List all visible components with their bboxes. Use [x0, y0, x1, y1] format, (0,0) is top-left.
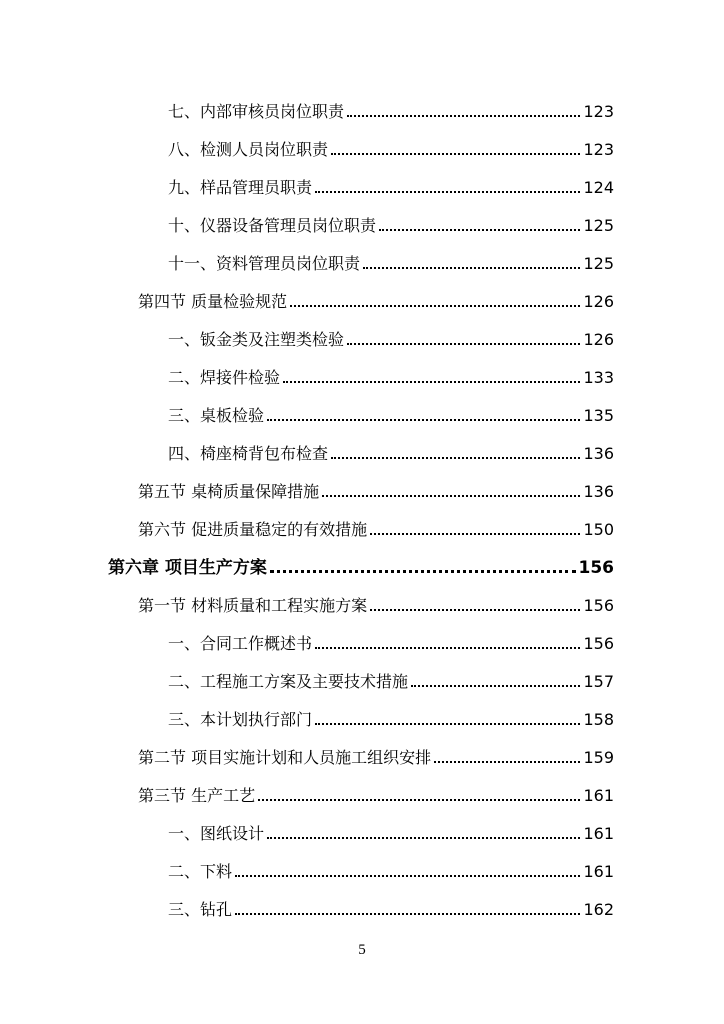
toc-entry-title: 第六节 促进质量稳定的有效措施 — [138, 520, 368, 539]
dot-leader — [315, 647, 580, 649]
toc-entry[interactable] — [168, 130, 614, 160]
toc-entry[interactable] — [168, 852, 614, 882]
toc-entry[interactable] — [168, 92, 614, 122]
dot-leader — [347, 343, 580, 345]
toc-entry-title: 第一节 材料质量和工程实施方案 — [138, 596, 368, 615]
dot-leader — [315, 191, 580, 193]
toc-entry-page-number: 123 — [583, 102, 614, 121]
toc-entry-title: 八、检测人员岗位职责 — [168, 140, 329, 159]
toc-entry[interactable] — [138, 282, 614, 312]
toc-entry-page-number: 156 — [583, 634, 614, 653]
toc-entry-page-number: 123 — [583, 140, 614, 159]
toc-entry-page-number: 125 — [583, 254, 614, 273]
dot-leader — [267, 837, 580, 839]
toc-entry-title: 第三节 生产工艺 — [138, 786, 256, 805]
toc-entry[interactable] — [168, 700, 614, 730]
dot-leader — [270, 570, 576, 573]
toc-entry-title: 第四节 质量检验规范 — [138, 292, 288, 311]
toc-entry[interactable] — [138, 586, 614, 616]
toc-entry-title: 第二节 项目实施计划和人员施工组织安排 — [138, 748, 432, 767]
toc-entry-title: 一、合同工作概述书 — [168, 634, 313, 653]
dot-leader — [411, 685, 580, 687]
toc-entry-page-number: 159 — [583, 748, 614, 767]
toc-entry-title: 二、下料 — [168, 862, 233, 881]
toc-entry-page-number: 161 — [583, 786, 614, 805]
dot-leader — [347, 115, 580, 117]
toc-entry[interactable] — [168, 624, 614, 654]
dot-leader — [322, 495, 580, 497]
toc-entry-title: 第六章 项目生产方案 — [108, 558, 267, 578]
toc-entry[interactable] — [168, 814, 614, 844]
dot-leader — [370, 609, 580, 611]
dot-leader — [290, 305, 580, 307]
toc-entry[interactable] — [138, 776, 614, 806]
toc-entry-page-number: 124 — [583, 178, 614, 197]
toc-entry[interactable] — [168, 206, 614, 236]
toc-entry-page-number: 125 — [583, 216, 614, 235]
toc-entry[interactable] — [138, 510, 614, 540]
page-number: 5 — [358, 942, 366, 958]
toc-entry-page-number: 136 — [583, 482, 614, 501]
dot-leader — [379, 229, 580, 231]
dot-leader — [235, 875, 580, 877]
toc-entry[interactable] — [138, 472, 614, 502]
toc-entry-page-number: 161 — [583, 862, 614, 881]
toc-entry-page-number: 126 — [583, 330, 614, 349]
toc-entry-page-number: 158 — [583, 710, 614, 729]
toc-entry-title: 二、焊接件检验 — [168, 368, 281, 387]
toc-entry-title: 一、图纸设计 — [168, 824, 265, 843]
toc-entry[interactable] — [108, 548, 614, 578]
toc-entry-title: 二、工程施工方案及主要技术措施 — [168, 672, 409, 691]
toc-entry-title: 十、仪器设备管理员岗位职责 — [168, 216, 377, 235]
toc-entry[interactable] — [138, 738, 614, 768]
toc-entry-page-number: 157 — [583, 672, 614, 691]
toc-entry-title: 三、桌板检验 — [168, 406, 265, 425]
toc-entry-title: 七、内部审核员岗位职责 — [168, 102, 345, 121]
dot-leader — [235, 913, 580, 915]
dot-leader — [283, 381, 580, 383]
dot-leader — [363, 267, 580, 269]
toc-entry-page-number: 156 — [578, 558, 614, 578]
toc-entry-title: 一、钣金类及注塑类检验 — [168, 330, 345, 349]
toc-entry-title: 十一、资料管理员岗位职责 — [168, 254, 361, 273]
dot-leader — [331, 153, 580, 155]
toc-entry-title: 三、钻孔 — [168, 900, 233, 919]
toc-entry-page-number: 150 — [583, 520, 614, 539]
toc-entry[interactable] — [168, 890, 614, 920]
dot-leader — [370, 533, 580, 535]
toc-entry[interactable] — [168, 168, 614, 198]
toc-entry-page-number: 133 — [583, 368, 614, 387]
dot-leader — [258, 799, 580, 801]
dot-leader — [267, 419, 580, 421]
dot-leader — [315, 723, 580, 725]
toc-entry-page-number: 156 — [583, 596, 614, 615]
toc-entry-title: 第五节 桌椅质量保障措施 — [138, 482, 320, 501]
toc-entry-page-number: 126 — [583, 292, 614, 311]
toc-entry[interactable] — [168, 358, 614, 388]
toc-entry-page-number: 162 — [583, 900, 614, 919]
toc-entry[interactable] — [168, 434, 614, 464]
dot-leader — [331, 457, 580, 459]
toc-entry[interactable] — [168, 244, 614, 274]
toc-entry[interactable] — [168, 396, 614, 426]
toc-entry-page-number: 136 — [583, 444, 614, 463]
toc-entry-title: 四、椅座椅背包布检查 — [168, 444, 329, 463]
toc-entry[interactable] — [168, 662, 614, 692]
toc-entry-title: 九、样品管理员职责 — [168, 178, 313, 197]
toc-entry-title: 三、本计划执行部门 — [168, 710, 313, 729]
toc-entry-page-number: 135 — [583, 406, 614, 425]
dot-leader — [434, 761, 580, 763]
toc-entry-page-number: 161 — [583, 824, 614, 843]
toc-entry[interactable] — [168, 320, 614, 350]
